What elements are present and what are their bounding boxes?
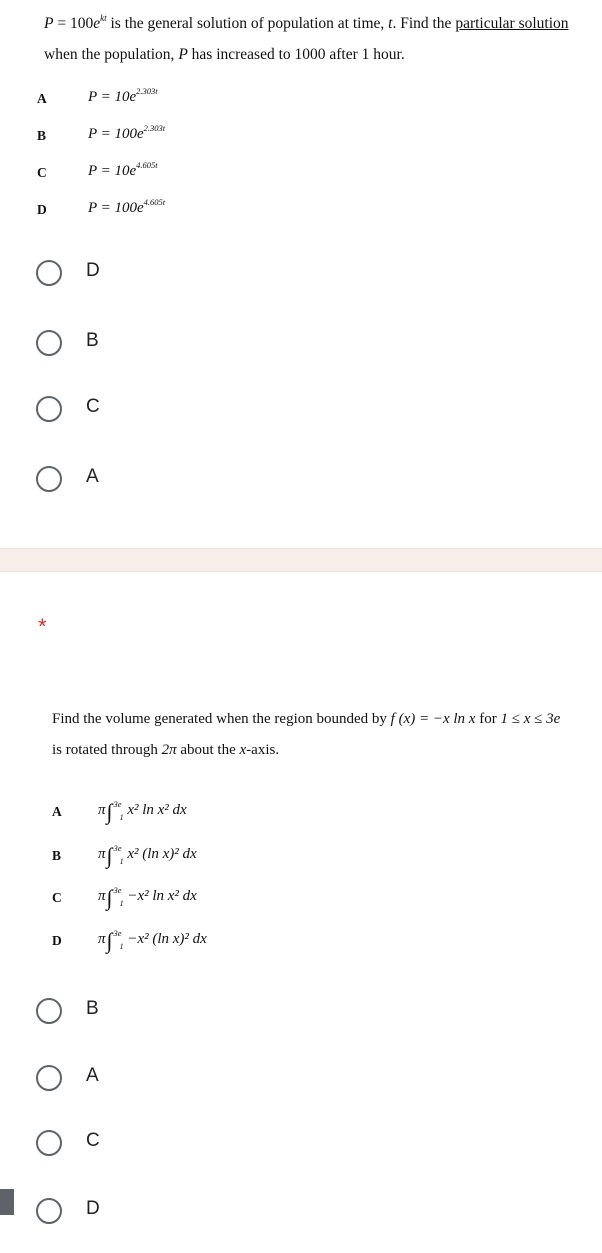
q1-option-row bbox=[0, 87, 560, 117]
q2-integrand: x² (ln x)² dx bbox=[127, 846, 197, 862]
q2-option-row bbox=[0, 844, 560, 874]
q1-option-exp: 2.303t bbox=[143, 123, 166, 133]
q1-exp: kt bbox=[100, 13, 107, 23]
integral-sign: ∫ bbox=[106, 843, 113, 868]
radio-label: B bbox=[86, 330, 99, 351]
radio-label: A bbox=[86, 1065, 99, 1086]
q2-line2c: about the bbox=[176, 742, 240, 758]
q2-pi: π bbox=[98, 846, 106, 862]
q1-option-exp: 2.303t bbox=[136, 86, 158, 96]
q1-option-coef: P = 100e bbox=[88, 126, 144, 142]
q2-option-letter: A bbox=[52, 804, 62, 819]
radio-circle-icon[interactable] bbox=[36, 1065, 62, 1091]
q1-option-formula bbox=[88, 160, 158, 180]
q2-lower: 1 bbox=[119, 857, 124, 866]
q1-choice-b[interactable] bbox=[0, 322, 300, 364]
q1-option-coef: P = 10e bbox=[88, 89, 137, 105]
q2-option-formula bbox=[98, 928, 207, 953]
q2-option-formula bbox=[98, 799, 187, 824]
q2-upper: 3e bbox=[113, 928, 122, 938]
q2-function: f (x) = −x ln x bbox=[390, 711, 476, 727]
q2-choice-d[interactable] bbox=[0, 1190, 300, 1232]
q2-option-letter: B bbox=[52, 848, 62, 863]
q2-line1b: for bbox=[475, 711, 501, 727]
q1-choice-a[interactable] bbox=[0, 458, 300, 500]
q1-option-coef: P = 10e bbox=[88, 163, 137, 179]
question1-text bbox=[44, 8, 584, 70]
q1-var-p2: P bbox=[178, 46, 188, 63]
q1-option-letter: B bbox=[37, 128, 47, 143]
q2-option-row bbox=[0, 886, 560, 916]
q2-option-formula bbox=[98, 885, 197, 910]
q2-choice-c[interactable] bbox=[0, 1122, 300, 1164]
required-mark: * bbox=[38, 614, 47, 639]
q1-option-row bbox=[0, 161, 560, 191]
q2-option-letter: C bbox=[52, 890, 62, 905]
q1-var-p: P bbox=[44, 15, 54, 32]
q1-option-exp: 4.605t bbox=[143, 197, 166, 207]
q2-upper: 3e bbox=[113, 843, 122, 853]
q1-rest2: . Find the bbox=[392, 15, 456, 32]
q1-option-letter: A bbox=[37, 91, 47, 106]
radio-label: D bbox=[86, 260, 100, 281]
section-divider bbox=[0, 548, 602, 572]
q2-line2e: -axis. bbox=[246, 742, 280, 758]
integral-sign: ∫ bbox=[106, 799, 113, 824]
radio-label: B bbox=[86, 998, 99, 1019]
q2-lower: 1 bbox=[119, 813, 124, 822]
q2-angle: 2π bbox=[161, 742, 177, 758]
q1-option-formula bbox=[88, 123, 166, 143]
q2-option-row bbox=[0, 800, 560, 830]
q1-option-letter: C bbox=[37, 165, 47, 180]
radio-label: C bbox=[86, 396, 100, 417]
q1-choice-c[interactable] bbox=[0, 388, 300, 430]
q1-option-row bbox=[0, 124, 560, 154]
q2-axis-var: x bbox=[239, 742, 247, 758]
q1-option-row bbox=[0, 198, 560, 228]
q2-lower: 1 bbox=[119, 942, 124, 951]
q2-option-row bbox=[0, 929, 560, 959]
q2-line1a: Find the volume generated when the region bounded by bbox=[52, 711, 391, 727]
q1-e: e bbox=[93, 15, 101, 32]
q1-eq: = 100 bbox=[53, 15, 94, 32]
integral-sign: ∫ bbox=[106, 885, 113, 910]
q2-pi: π bbox=[98, 802, 106, 818]
q2-option-letter: D bbox=[52, 933, 62, 948]
radio-circle-icon[interactable] bbox=[36, 396, 62, 422]
integral-sign: ∫ bbox=[106, 928, 113, 953]
radio-circle-icon[interactable] bbox=[36, 998, 62, 1024]
q2-integrand: x² ln x² dx bbox=[127, 802, 187, 818]
q1-rest1: is the general solution of population at time, bbox=[106, 15, 389, 32]
q2-integrand: −x² ln x² dx bbox=[127, 888, 197, 904]
q2-line2a: is rotated through bbox=[52, 742, 162, 758]
q2-option-formula bbox=[98, 843, 197, 868]
q1-choice-d[interactable] bbox=[0, 252, 300, 294]
q1-option-coef: P = 100e bbox=[88, 200, 144, 216]
radio-circle-icon[interactable] bbox=[36, 1130, 62, 1156]
q1-underlined: particular solution bbox=[455, 15, 569, 32]
q1-line2b: has increased to 1000 after 1 hour. bbox=[187, 46, 405, 63]
radio-label: A bbox=[86, 466, 99, 487]
radio-circle-icon[interactable] bbox=[36, 1198, 62, 1224]
question2-text bbox=[52, 704, 597, 766]
q1-t: t bbox=[388, 15, 393, 32]
q2-pi: π bbox=[98, 888, 106, 904]
q1-option-formula bbox=[88, 86, 158, 106]
q2-pi: π bbox=[98, 931, 106, 947]
radio-circle-icon[interactable] bbox=[36, 260, 62, 286]
q2-range: 1 ≤ x ≤ 3e bbox=[500, 711, 561, 727]
q2-integrand: −x² (ln x)² dx bbox=[127, 931, 207, 947]
q1-option-exp: 4.605t bbox=[136, 160, 158, 170]
q2-upper: 3e bbox=[113, 885, 122, 895]
focus-indicator bbox=[0, 1189, 14, 1215]
q1-option-letter: D bbox=[37, 202, 47, 217]
radio-circle-icon[interactable] bbox=[36, 466, 62, 492]
radio-label: C bbox=[86, 1130, 100, 1151]
q1-line2a: when the population, bbox=[44, 46, 179, 63]
q2-lower: 1 bbox=[119, 899, 124, 908]
q2-choice-a[interactable] bbox=[0, 1057, 300, 1099]
radio-circle-icon[interactable] bbox=[36, 330, 62, 356]
q2-choice-b[interactable] bbox=[0, 990, 300, 1032]
q2-upper: 3e bbox=[113, 799, 122, 809]
q1-option-formula bbox=[88, 197, 166, 217]
radio-label: D bbox=[86, 1198, 100, 1219]
